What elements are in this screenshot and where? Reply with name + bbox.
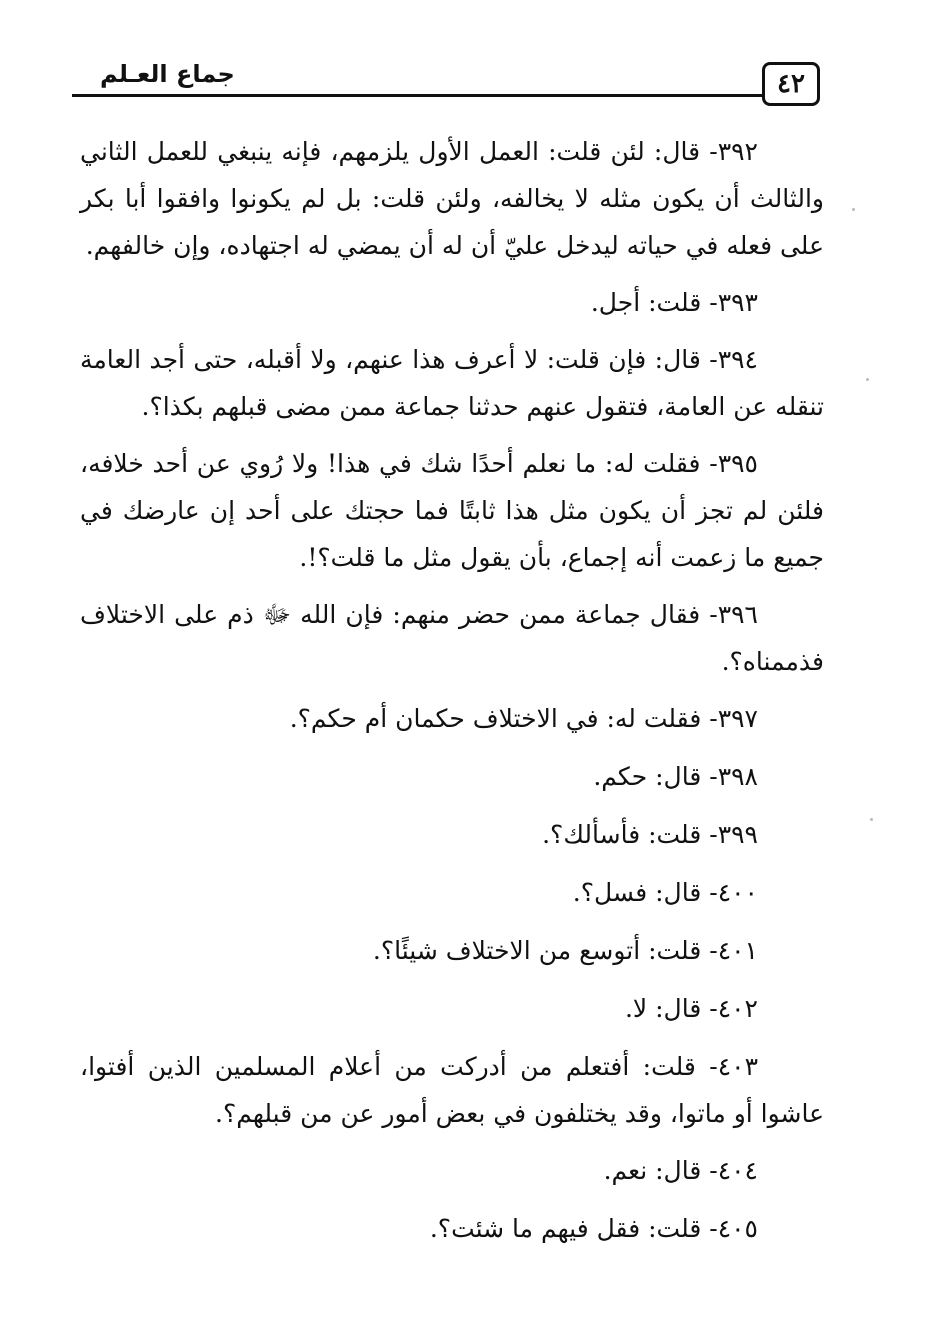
entry-399 bbox=[80, 811, 824, 858]
entry-400 bbox=[80, 869, 824, 916]
book-title: جماع العـلم bbox=[100, 60, 235, 88]
entry-398 bbox=[80, 753, 824, 800]
entry-number: ٣٩٩- bbox=[709, 820, 758, 849]
entry-text: قال: نعم. bbox=[603, 1156, 702, 1185]
entry-number: ٤٠٣- bbox=[709, 1052, 759, 1081]
entry-text: فقال جماعة ممن حضر منهم: فإن الله ﷻ ذم على الاختلاف فذممناه؟. bbox=[80, 600, 824, 676]
entry-text: فقلت له: ما نعلم أحدًا شك في هذا! ولا رُوي عن أحد خلافه، فلئن لم تجز أن يكون مثل هذا ثابتًا فما حجتك على أحد إن عارضك في جميع ما زعمت أنه إجماع، بأن يقول مثل ما قلت؟!. bbox=[80, 449, 824, 572]
entry-number: ٣٩٣- bbox=[709, 288, 758, 317]
entry-number: ٣٩٤- bbox=[709, 345, 758, 374]
scan-speck bbox=[852, 208, 855, 211]
entry-number: ٤٠٢- bbox=[709, 994, 758, 1023]
entry-392 bbox=[80, 128, 824, 269]
entry-404 bbox=[80, 1147, 824, 1194]
entry-394 bbox=[80, 336, 824, 430]
body-text bbox=[80, 128, 824, 1263]
entry-text: قلت: أفتعلم من أدركت من أعلام المسلمين الذين أفتوا، عاشوا أو ماتوا، وقد يختلفون في بعض أمور عن من قبلهم؟. bbox=[80, 1052, 824, 1128]
entry-text: فقلت له: في الاختلاف حكمان أم حكم؟. bbox=[289, 704, 702, 733]
entry-number: ٤٠١- bbox=[709, 936, 758, 965]
entry-403 bbox=[80, 1043, 824, 1137]
page-header bbox=[72, 58, 822, 108]
entry-number: ٣٩٧- bbox=[709, 704, 758, 733]
entry-402 bbox=[80, 985, 824, 1032]
entry-text: قال: فسل؟. bbox=[572, 878, 702, 907]
entry-number: ٣٩٥- bbox=[709, 449, 758, 478]
entry-number: ٣٩٦- bbox=[709, 600, 758, 629]
entry-401 bbox=[80, 927, 824, 974]
entry-393 bbox=[80, 279, 824, 326]
entry-395 bbox=[80, 440, 824, 581]
entry-text: قلت: فقل فيهم ما شئت؟. bbox=[429, 1214, 702, 1243]
scan-speck bbox=[866, 378, 869, 381]
entry-text: قال: لئن قلت: العمل الأول يلزمهم، فإنه ينبغي للعمل الثاني والثالث أن يكون مثله لا يخالفه، ولئن قلت: بل لم يكونوا وافقوا أبا بكر على فعله في حياته ليدخل عليّ أن له أن يمضي له اجتهاده، وإن خالفهم. bbox=[80, 137, 824, 260]
entry-396 bbox=[80, 591, 824, 685]
page-number: ٤٢ bbox=[762, 62, 820, 106]
entry-number: ٤٠٠- bbox=[709, 878, 758, 907]
entry-text: قلت: أتوسع من الاختلاف شيئًا؟. bbox=[372, 936, 702, 965]
entry-number: ٤٠٤- bbox=[709, 1156, 758, 1185]
entry-text: قلت: فأسألك؟. bbox=[542, 820, 702, 849]
entry-text: قال: فإن قلت: لا أعرف هذا عنهم، ولا أقبله، حتى أجد العامة تنقله عن العامة، فتقول عنهم حدثنا جماعة ممن مضى قبلهم بكذا؟. bbox=[80, 345, 824, 421]
entry-text: قال: حكم. bbox=[593, 762, 702, 791]
scan-speck bbox=[870, 818, 873, 821]
entry-number: ٣٩٢- bbox=[709, 137, 758, 166]
entry-number: ٤٠٥- bbox=[709, 1214, 758, 1243]
entry-text: قلت: أجل. bbox=[590, 288, 702, 317]
header-rule bbox=[72, 94, 762, 97]
entry-number: ٣٩٨- bbox=[709, 762, 758, 791]
entry-397 bbox=[80, 695, 824, 742]
entry-text: قال: لا. bbox=[624, 994, 702, 1023]
entry-405 bbox=[80, 1205, 824, 1252]
